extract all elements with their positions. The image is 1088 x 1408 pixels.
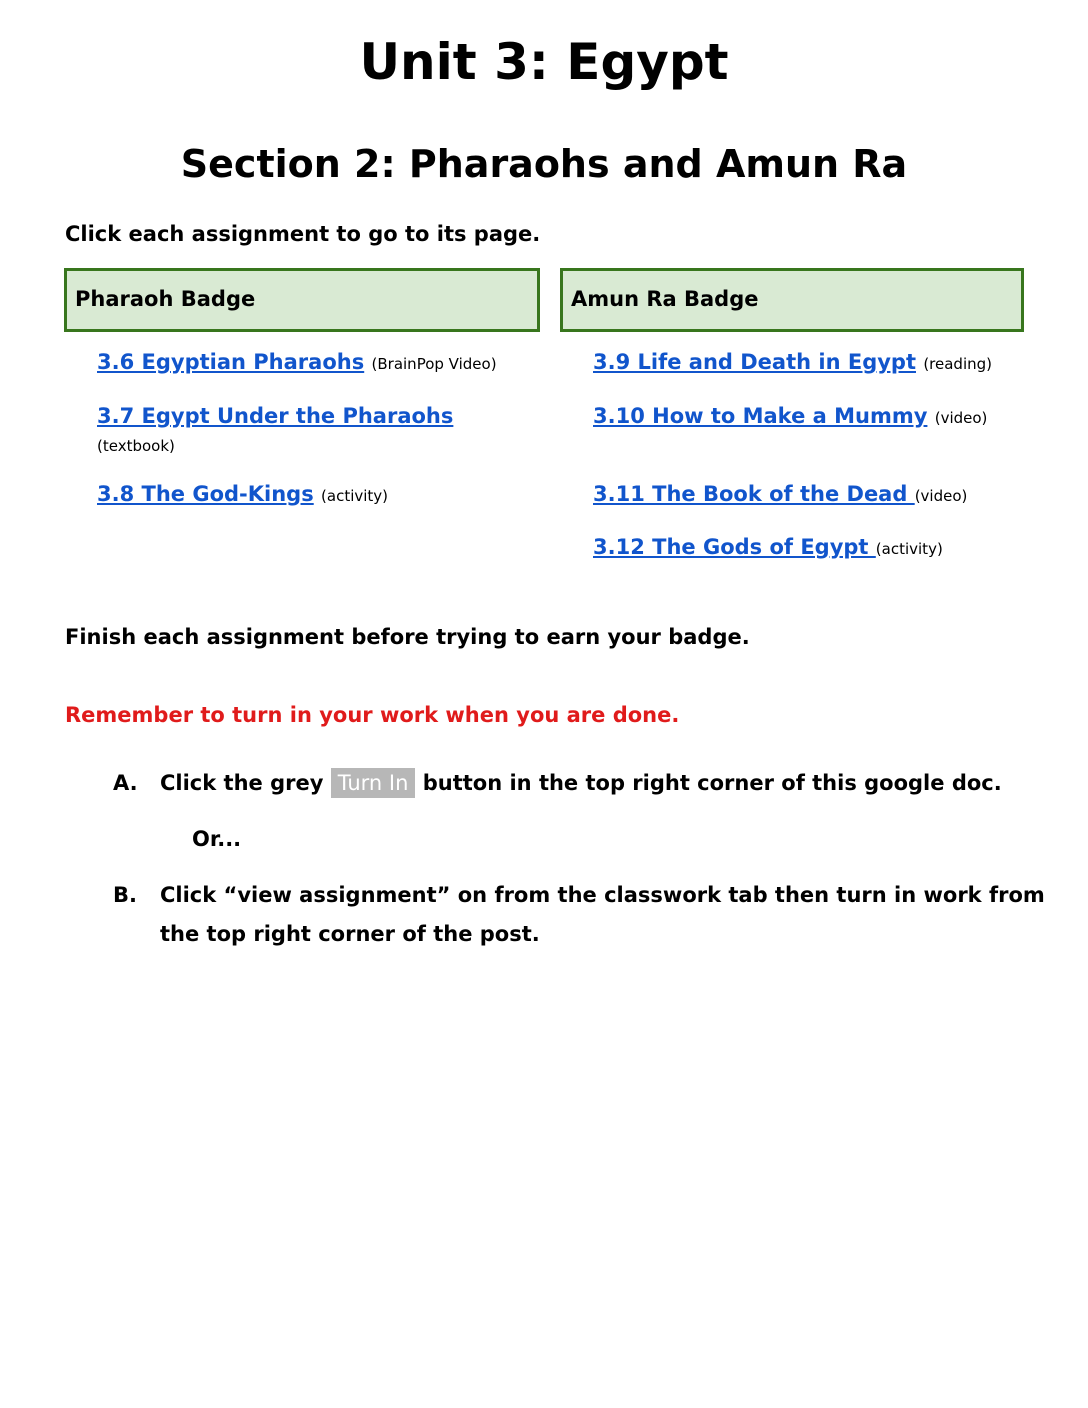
step-b-letter: B.	[113, 883, 137, 907]
step-a-text	[160, 768, 1002, 798]
assignment-3-9-type: (reading)	[923, 355, 992, 373]
assignment-3-9-link[interactable]: 3.9 Life and Death in Egypt	[593, 350, 916, 374]
turn-in-chip: Turn In	[331, 768, 416, 798]
assignment-3-10-type: (video)	[934, 409, 988, 427]
assignment-3-7-link[interactable]: 3.7 Egypt Under the Pharaohs	[97, 404, 454, 428]
assignment-3-6-link[interactable]: 3.6 Egyptian Pharaohs	[97, 350, 365, 374]
step-b-line-2: the top right corner of the post.	[160, 922, 540, 946]
step-a-after: button in the top right corner of this google doc.	[415, 771, 1002, 795]
amun-ra-badge-label: Amun Ra Badge	[571, 287, 759, 311]
or-separator: Or...	[192, 827, 242, 851]
amun-ra-badge-header	[560, 268, 1024, 332]
finish-note: Finish each assignment before trying to earn your badge.	[65, 625, 750, 649]
pharaoh-badge-label: Pharaoh Badge	[75, 287, 256, 311]
intro-instruction: Click each assignment to go to its page.	[65, 222, 541, 246]
assignment-3-8-type: (activity)	[321, 487, 389, 505]
assignment-3-7-type: (textbook)	[97, 437, 175, 455]
assignment-3-9	[593, 347, 992, 379]
assignment-3-6-type: (BrainPop Video)	[371, 355, 497, 373]
assignment-3-8-link[interactable]: 3.8 The God-Kings	[97, 482, 314, 506]
turn-in-reminder: Remember to turn in your work when you are done.	[65, 703, 680, 727]
step-b-line-1: Click “view assignment” on from the classwork tab then turn in work from	[160, 883, 1045, 907]
assignment-3-11-type: (video)	[914, 487, 968, 505]
assignment-3-6	[97, 347, 497, 379]
assignment-3-12	[593, 532, 943, 564]
assignment-3-10-link[interactable]: 3.10 How to Make a Mummy	[593, 404, 928, 428]
page-title: Unit 3: Egypt	[359, 33, 729, 91]
step-a-before: Click the grey	[160, 771, 331, 795]
assignment-3-11-link[interactable]: 3.11 The Book of the Dead	[593, 482, 915, 506]
assignment-3-12-type: (activity)	[875, 540, 943, 558]
assignment-3-8	[97, 479, 388, 511]
section-title: Section 2: Pharaohs and Amun Ra	[180, 142, 908, 186]
step-a-letter: A.	[113, 771, 138, 795]
pharaoh-badge-header	[64, 268, 540, 332]
assignment-3-7	[97, 401, 453, 431]
assignment-3-10	[593, 401, 987, 433]
assignment-3-12-link[interactable]: 3.12 The Gods of Egypt	[593, 535, 876, 559]
assignment-3-11	[593, 479, 967, 511]
